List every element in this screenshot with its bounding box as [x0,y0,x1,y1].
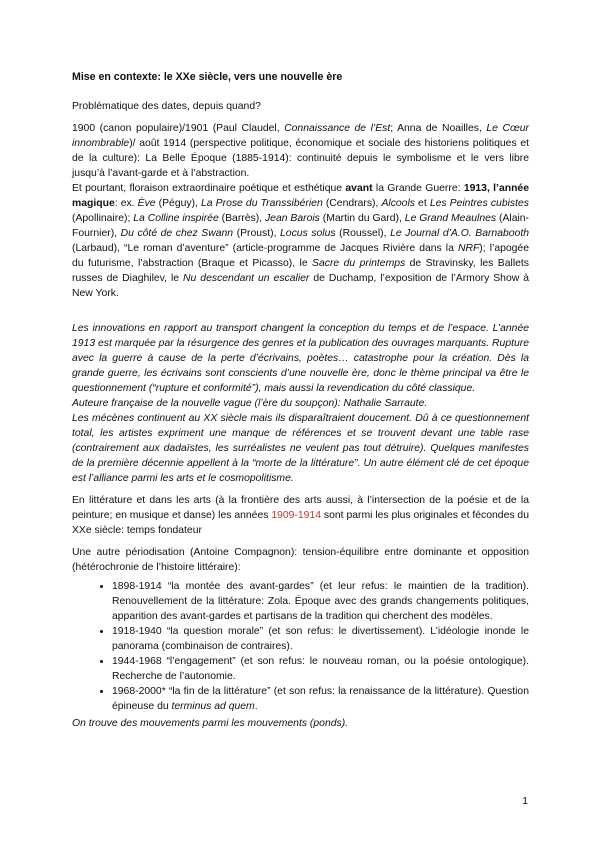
highlighted-years: 1909-1914 [271,510,322,521]
list-item: • 1944-1968 “l’engagement” (et son refus: le nouveau roman, ou la poésie ontologique). Recherche de l’autonomie. [112,654,529,684]
document-body [72,70,529,731]
arts-paragraph: En littérature et dans les arts (à la frontière des arts aussi, à l’intersection de la poésie et de la peinture; en musique et danse) les années 1909-1914 sont parmi les plus originales et fécondes du XXe siècle: temps fondateur [72,495,529,536]
mecenes-paragraph: Les mécènes continuent au XX siècle mais ils disparaîtraient doucement. Dû à ce questionnement total, les artistes expriment une manque de références et se trouvent devant une table rase (contrairement aux dadaïstes, les surréalistes ne veulent pas tout détruire). Quelques manifestes de la première décennie appellent à la “morte de la littérature”. Un autre élément clé de cet époque est l’alliance parmi les arts et le cosmopolitisme. [72,413,529,484]
flourish-paragraph: Et pourtant, floraison extraordinaire poétique et esthétique avant la Grande Guerre: 1913, l’année magique: ex. Ève (Péguy), La Prose du Transsibérien (Cendrars), Alcools et Les Peintres cubistes (Apollinaire); La Colline inspirée (Barrès), Jean Barois (Martin du Gard), Le Grand Meaulnes (Alain-Fournier), Du côté de chez Swann (Proust), Locus solus (Roussel), Le Journal d’A.O. Barnabooth (Larbaud), “Le roman d’aventure” (article-programme de Jacques Rivière dans la NRF); l’apogée du futurisme, l’abstraction (Braque et Picasso), le Sacre du printemps de Stravinsky, les Ballets russes de Diaghilev, le Nu descendant un escalier de Duchamp, l’exposition de l’Armory Show à New York. [72,183,530,299]
page-number: 1 [522,796,528,807]
list-item: • 1968-2000* “la fin de la littérature” (et son refus: la renaissance de la littérature). Question épineuse du terminus ad quem. [112,684,529,714]
section-title: Mise en contexte: le XXe siècle, vers une nouvelle ère [72,71,343,83]
list-item: • 1918-1940 “la question morale” (et son refus: le divertissement). L’idéologie inonde le panorama (combinaison de contraires). [112,624,529,654]
periods-list [72,579,529,714]
problem-statement: Problématique des dates, depuis quand? [72,101,261,112]
closing-remark: On trouve des mouvements parmi les mouvements (ponds). [72,718,349,729]
innovations-paragraph: Les innovations en rapport au transport changent la conception du temps et de l’espace. L’année 1913 est marquée par la résurgence des genres et la publication des ouvrages marquants. Rupture avec la guerre à cause de la perte d’écrivains, poètes… catastrophe pour la création. Dès la grande guerre, les écrivains sont conscients d’une nouvelle ère, donc le thème principal va être le questionnement (“rupture et conformité”), mais aussi la revendication du côté classique. [72,323,529,394]
sarraute-line: Auteure française de la nouvelle vague (l’ère du soupçon): Nathalie Sarraute. [72,398,428,409]
periodisation-paragraph: Une autre périodisation (Antoine Compagnon): tension-équilibre entre dominante et opposition (hétérochronie de l’histoire littéraire): [72,547,529,573]
list-item: • 1898-1914 “la montée des avant-gardes” (et leur refus: le maintien de la tradition). Renouvellement de la littérature: Zola. Époque avec des grands changements politiques, apparition des avant-gardes et partisans de la tradition qui cherchent des modèles. [112,579,529,624]
dates-paragraph: 1900 (canon populaire)/1901 (Paul Claudel, Connaissance de l’Est; Anna de Noailles, Le Cœur innombrable)/ août 1914 (perspective politique, économique et sociale des historiens politiques et de la culture): La Belle Époque (1885-1914): continuité depuis le symbolisme et le vers libre jusqu’à l’avant-garde et à l’abstraction. [72,123,529,179]
